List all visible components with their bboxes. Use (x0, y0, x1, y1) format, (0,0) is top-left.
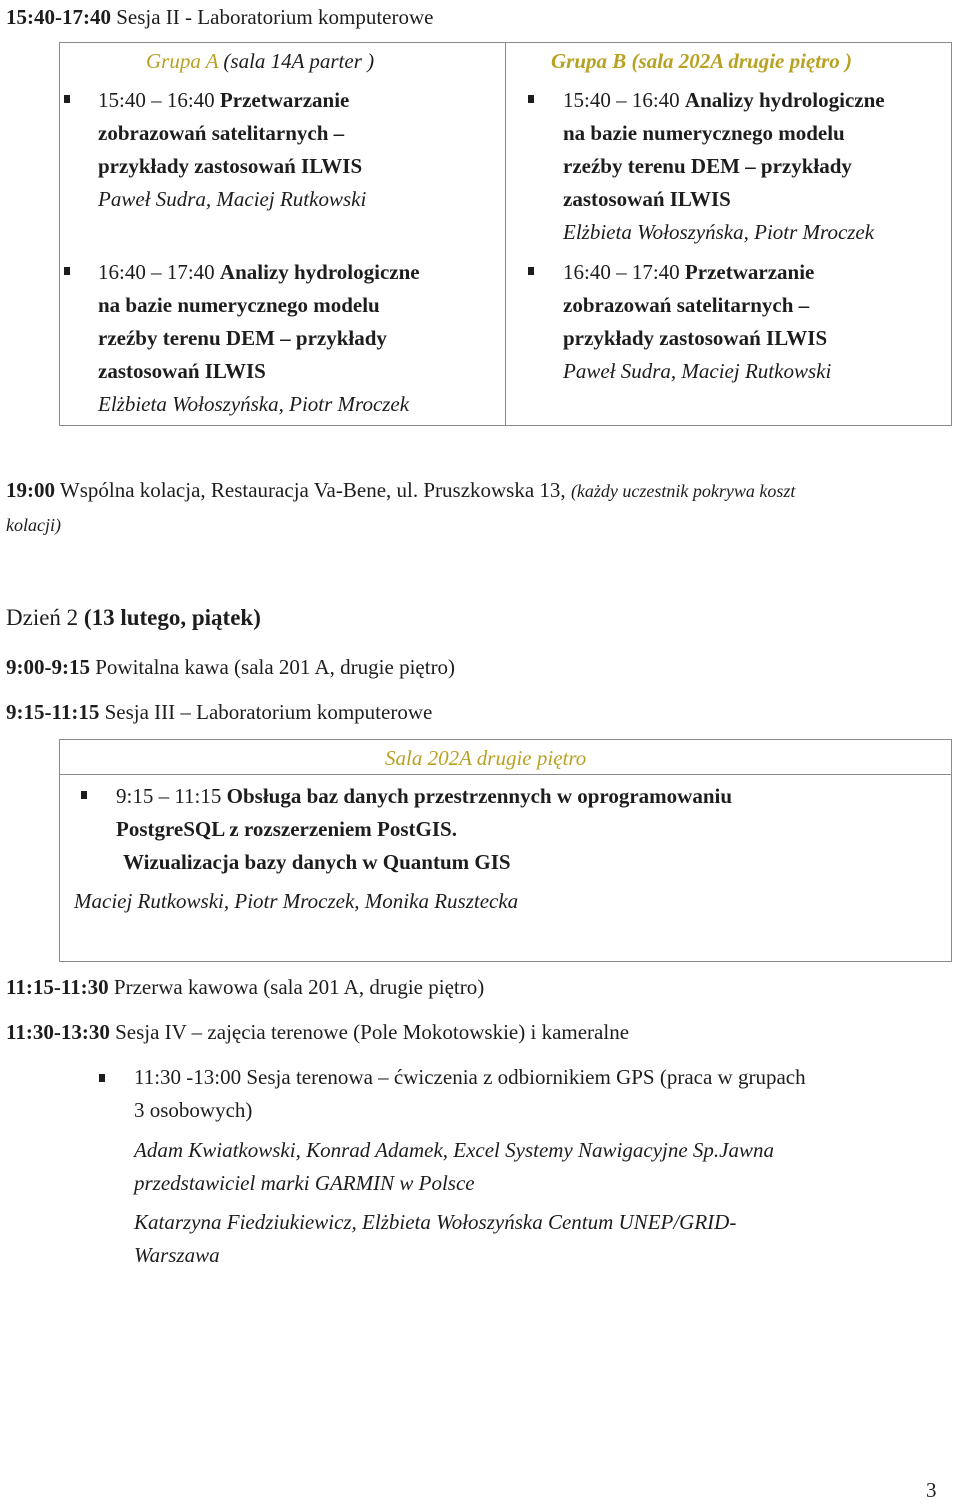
session4-authors-2a: Katarzyna Fiedziukiewicz, Elżbieta Wołoszyńska Centum UNEP/GRID- (134, 1210, 737, 1234)
session3-item-time: 9:15 – 11:15 (116, 784, 222, 808)
coffee1-text: Powitalna kawa (sala 201 A, drugie piętro) (95, 655, 456, 679)
dinner-line (6, 477, 795, 504)
group-a-item-2 (98, 256, 420, 421)
session2-header (6, 4, 433, 30)
group-a-item-2-line-4: zastosowań ILWIS (98, 359, 266, 383)
dinner-note-b: kolacji) (6, 515, 61, 535)
session3-line (6, 699, 432, 725)
session2-table-divider (505, 42, 506, 426)
group-b-item-2-line-2: zobrazowań satelitarnych – (563, 293, 810, 317)
page-number: 3 (926, 1478, 937, 1502)
dinner-time: 19:00 (6, 478, 55, 502)
bullet-icon (528, 95, 534, 103)
coffee1-line (6, 654, 455, 680)
group-b-item-1-line-3: rzeźby terenu DEM – przykłady (563, 154, 852, 178)
group-b-item-1-line-4: zastosowań ILWIS (563, 187, 731, 211)
bullet-icon (528, 267, 534, 275)
group-a-item-2-line-2: na bazie numerycznego modelu (98, 293, 380, 317)
group-b-item-1-line-2: na bazie numerycznego modelu (563, 121, 845, 145)
group-b-item-1-time: 15:40 – 16:40 (563, 88, 680, 112)
bullet-icon (99, 1074, 105, 1082)
dinner-text: Wspólna kolacja, Restauracja Va-Bene, ul. Pruszkowska 13, (59, 478, 566, 502)
session3-item (116, 780, 732, 879)
group-b-item-1-line-1: Analizy hydrologiczne (684, 88, 885, 112)
session3-time: 9:15-11:15 (6, 700, 100, 724)
group-a-item-2-time: 16:40 – 17:40 (98, 260, 215, 284)
session3-room: Sala 202A drugie piętro (385, 746, 587, 770)
session4-authors-2b: Warszawa (134, 1243, 220, 1267)
group-b-item-2-time: 16:40 – 17:40 (563, 260, 680, 284)
session4-item-line-1: 11:30 -13:00 Sesja terenowa – ćwiczenia z odbiornikiem GPS (praca w grupach (134, 1065, 806, 1089)
group-a-item-1-authors: Paweł Sudra, Maciej Rutkowski (98, 187, 367, 211)
session4-authors-1a: Adam Kwiatkowski, Konrad Adamek, Excel Systemy Nawigacyjne Sp.Jawna (134, 1138, 774, 1162)
group-a-item-1-line-3: przykłady zastosowań ILWIS (98, 154, 363, 178)
session3-table-divider (59, 774, 952, 775)
group-a-label: Grupa A (146, 49, 219, 73)
day2-heading-a: Dzień 2 (6, 605, 79, 630)
group-b-item-2-line-3: przykłady zastosowań ILWIS (563, 326, 828, 350)
group-a-item-2-authors: Elżbieta Wołoszyńska, Piotr Mroczek (98, 392, 410, 416)
coffee2-line (6, 974, 484, 1000)
group-a-item-1 (98, 84, 366, 216)
session2-title: Sesja II - Laboratorium komputerowe (116, 5, 434, 29)
session3-text: Sesja III – Laboratorium komputerowe (104, 700, 433, 724)
bullet-icon (81, 791, 87, 799)
coffee2-text: Przerwa kawowa (sala 201 A, drugie piętro) (113, 975, 485, 999)
group-b-item-2 (563, 256, 831, 388)
group-a-item-1-line-1: Przetwarzanie (219, 88, 350, 112)
bullet-icon (64, 267, 70, 275)
bullet-icon (64, 95, 70, 103)
group-a-item-2-line-1: Analizy hydrologiczne (219, 260, 420, 284)
dinner-note-a: (każdy uczestnik pokrywa koszt (570, 481, 796, 501)
coffee1-time: 9:00-9:15 (6, 655, 90, 679)
group-a-item-1-line-2: zobrazowań satelitarnych – (98, 121, 345, 145)
session2-time: 15:40-17:40 (6, 5, 111, 29)
session4-time: 11:30-13:30 (6, 1020, 110, 1044)
coffee2-time: 11:15-11:30 (6, 975, 109, 999)
day2-heading (6, 604, 261, 632)
session4-text: Sesja IV – zajęcia terenowe (Pole Mokotowskie) i kameralne (115, 1020, 630, 1044)
group-b-item-1-authors: Elżbieta Wołoszyńska, Piotr Mroczek (563, 220, 875, 244)
group-a-room: (sala 14A parter ) (223, 49, 375, 73)
group-b-item-2-authors: Paweł Sudra, Maciej Rutkowski (563, 359, 832, 383)
group-a-item-2-line-3: rzeźby terenu DEM – przykłady (98, 326, 387, 350)
group-a-item-1-time: 15:40 – 16:40 (98, 88, 215, 112)
session4-authors-1b: przedstawiciel marki GARMIN w Polsce (134, 1171, 475, 1195)
session3-authors: Maciej Rutkowski, Piotr Mroczek, Monika Rusztecka (74, 889, 519, 913)
group-b-item-1 (563, 84, 885, 249)
session4-line (6, 1019, 629, 1045)
session3-item-line-2: PostgreSQL z rozszerzeniem PostGIS. (116, 817, 457, 841)
session3-item-line-1: Obsługa baz danych przestrzennych w oprogramowaniu (226, 784, 733, 808)
group-b-header: Grupa B (sala 202A drugie piętro ) (551, 49, 853, 73)
session3-item-line-3: Wizualizacja bazy danych w Quantum GIS (123, 850, 511, 874)
session4-item-line-2: 3 osobowych) (134, 1098, 253, 1122)
group-a-header (146, 48, 374, 74)
day2-heading-b: (13 lutego, piątek) (83, 605, 261, 630)
group-b-item-2-line-1: Przetwarzanie (684, 260, 815, 284)
